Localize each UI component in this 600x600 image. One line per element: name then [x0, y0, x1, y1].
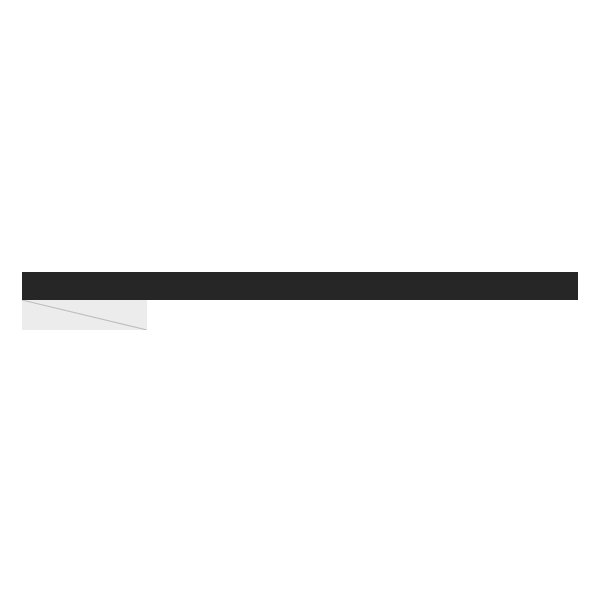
- diagonal-line: [22, 300, 147, 330]
- corner-cell: [22, 300, 147, 330]
- recommend-table: [22, 300, 578, 330]
- recommend-header: [22, 272, 578, 300]
